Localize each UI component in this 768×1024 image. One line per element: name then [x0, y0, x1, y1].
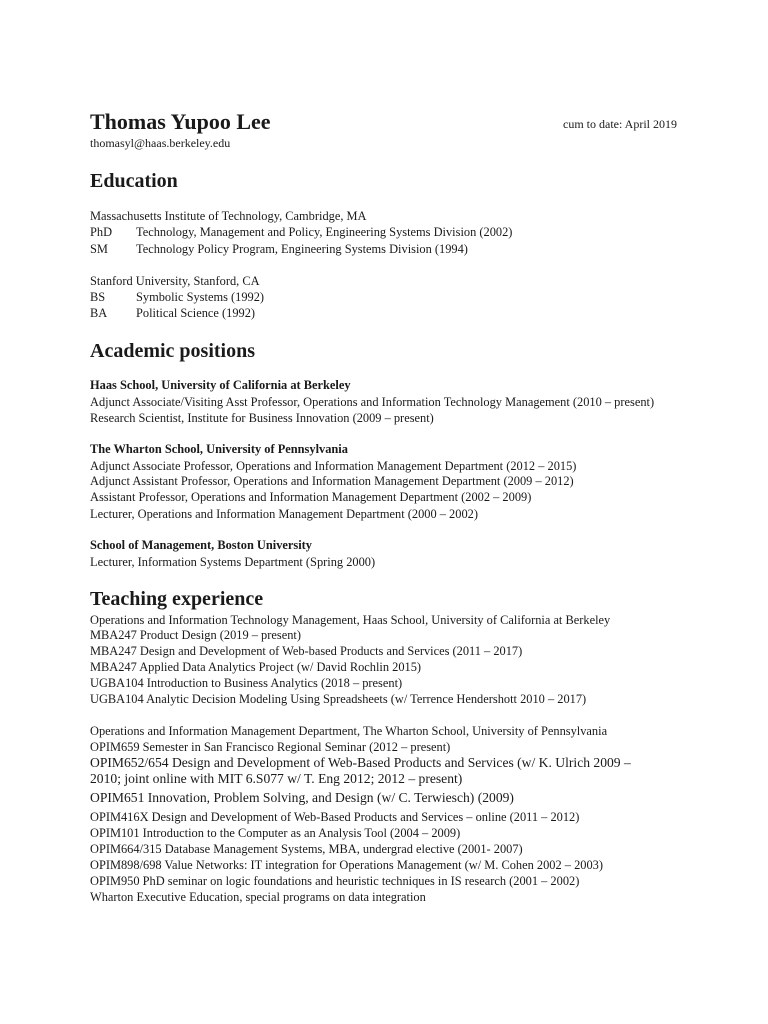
teaching-department: Operations and Information Technology Management, Haas School, University of California at Berkeley	[90, 613, 611, 627]
course-item: Wharton Executive Education, special programs on data integration	[90, 890, 426, 904]
course-item: OPIM950 PhD seminar on logic foundations and heuristic techniques in IS research (2001 – 2002)	[90, 874, 580, 888]
degree-code: BA	[90, 306, 108, 320]
course-item: OPIM652/654 Design and Development of Web-Based Products and Services (w/ K. Ulrich 2009 –	[90, 755, 631, 770]
education-degree	[90, 305, 255, 321]
education-institution: Stanford University, Stanford, CA	[90, 274, 260, 288]
teaching-department: Operations and Information Management Department, The Wharton School, University of Pennsylvania	[90, 724, 608, 738]
course-item: OPIM664/315 Database Management Systems, MBA, undergrad elective (2001- 2007)	[90, 842, 523, 856]
course-item: UGBA104 Analytic Decision Modeling Using Spreadsheets (w/ Terrence Hendershott 2010 – 2017)	[90, 692, 587, 706]
person-name: Thomas Yupoo Lee	[90, 109, 271, 134]
teaching-experience-heading: Teaching experience	[90, 588, 264, 610]
email-address: thomasyl@haas.berkeley.edu	[90, 136, 231, 150]
course-item: 2010; joint online with MIT 6.S077 w/ T. Eng 2012; 2012 – present)	[90, 771, 463, 786]
position-item: Adjunct Associate Professor, Operations and Information Management Department (2012 – 2015)	[90, 459, 577, 473]
education-heading: Education	[90, 170, 178, 192]
degree-detail: Technology, Management and Policy, Engineering Systems Division (2002)	[136, 225, 513, 239]
course-item: UGBA104 Introduction to Business Analytics (2018 – present)	[90, 676, 403, 690]
employer-title: School of Management, Boston University	[90, 538, 312, 552]
course-item: MBA247 Applied Data Analytics Project (w/ David Rochlin 2015)	[90, 660, 422, 674]
academic-positions-heading: Academic positions	[90, 340, 255, 362]
education-degree	[90, 224, 512, 240]
education-degree	[90, 241, 468, 257]
course-item: OPIM416X Design and Development of Web-Based Products and Services – online (2011 – 2012)	[90, 810, 580, 824]
position-item: Adjunct Assistant Professor, Operations and Information Management Department (2009 – 2012)	[90, 474, 574, 488]
cum-date: cum to date: April 2019	[563, 117, 677, 131]
position-item: Lecturer, Operations and Information Management Department (2000 – 2002)	[90, 507, 478, 521]
position-item: Lecturer, Information Systems Department (Spring 2000)	[90, 555, 376, 569]
course-item: OPIM898/698 Value Networks: IT integration for Operations Management (w/ M. Cohen 2002 – 2003)	[90, 858, 603, 872]
degree-code: PhD	[90, 225, 113, 239]
degree-detail: Technology Policy Program, Engineering Systems Division (1994)	[136, 242, 468, 256]
employer-title: The Wharton School, University of Pennsylvania	[90, 442, 348, 456]
course-item: OPIM659 Semester in San Francisco Regional Seminar (2012 – present)	[90, 740, 451, 754]
degree-code: SM	[90, 242, 108, 256]
education-degree	[90, 289, 264, 305]
position-item: Assistant Professor, Operations and Information Management Department (2002 – 2009)	[90, 490, 532, 504]
course-item: MBA247 Design and Development of Web-based Products and Services (2011 – 2017)	[90, 644, 523, 658]
course-item: OPIM101 Introduction to the Computer as an Analysis Tool (2004 – 2009)	[90, 826, 461, 840]
position-item: Adjunct Associate/Visiting Asst Professor, Operations and Information Technology Management (2010 – present)	[90, 395, 655, 409]
position-item: Research Scientist, Institute for Business Innovation (2009 – present)	[90, 411, 434, 425]
course-item: MBA247 Product Design (2019 – present)	[90, 628, 301, 642]
education-institution: Massachusetts Institute of Technology, Cambridge, MA	[90, 209, 367, 223]
degree-code: BS	[90, 290, 106, 304]
employer-title: Haas School, University of California at Berkeley	[90, 378, 351, 392]
degree-detail: Symbolic Systems (1992)	[136, 290, 265, 304]
course-item: OPIM651 Innovation, Problem Solving, and Design (w/ C. Terwiesch) (2009)	[90, 790, 514, 805]
degree-detail: Political Science (1992)	[136, 306, 256, 320]
